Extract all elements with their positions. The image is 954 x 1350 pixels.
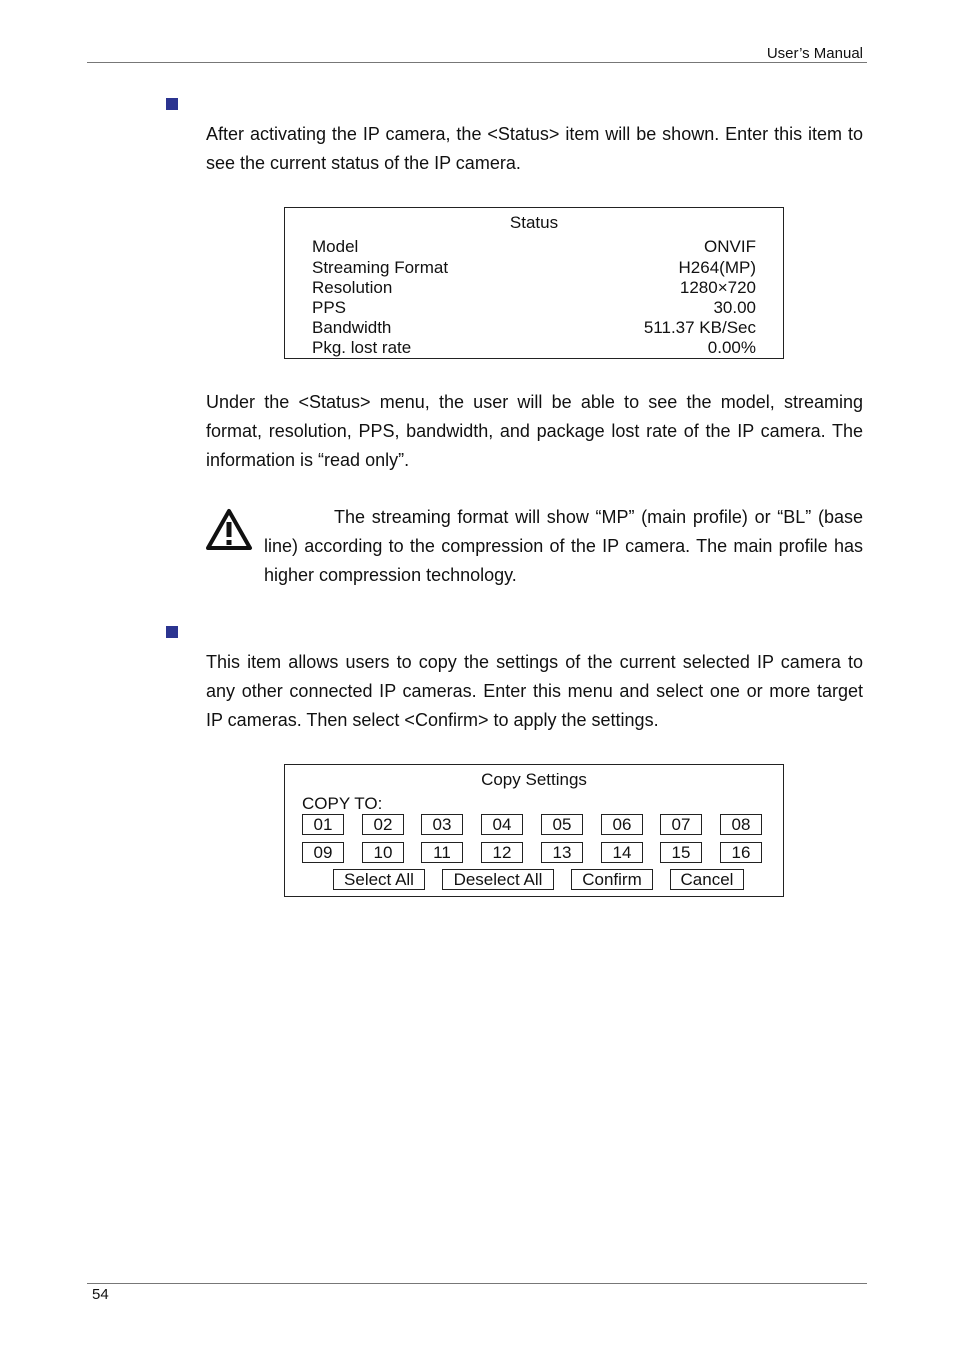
channel-checkbox-16[interactable]: 16 (720, 842, 762, 863)
status-row (312, 298, 756, 318)
status-label: Model (312, 237, 359, 256)
channel-checkbox-09[interactable]: 09 (302, 842, 344, 863)
status-value: H264(MP) (678, 258, 756, 277)
channel-checkbox-14[interactable]: 14 (601, 842, 643, 863)
status-value: 30.00 (713, 298, 756, 317)
status-label: Pkg. lost rate (312, 338, 412, 357)
status-label: PPS (312, 298, 347, 317)
status-label: Bandwidth (312, 318, 392, 337)
caution-note-text: The streaming format will show “MP” (main profile) or “BL” (base line) according to the compression of the IP camera. The main profile has higher compression technology. (264, 507, 863, 585)
status-label: Streaming Format (312, 258, 449, 277)
status-label: Resolution (312, 278, 393, 297)
status-description-paragraph: Under the <Status> menu, the user will be able to see the model, streaming format, resolution, PPS, bandwidth, and package lost rate of the IP camera. The information is “read only”. (206, 392, 863, 470)
copy-to-label: COPY TO: (302, 794, 383, 813)
channel-checkbox-01[interactable]: 01 (302, 814, 344, 835)
copy-intro-paragraph: This item allows users to copy the settings of the current selected IP camera to any other connected IP cameras. Enter this menu and select one or more target IP cameras. Then select <Confirm> to apply the settings. (206, 652, 863, 730)
deselect-all-button[interactable]: Deselect All (442, 869, 554, 890)
channel-checkbox-06[interactable]: 06 (601, 814, 643, 835)
status-value: 0.00% (707, 338, 756, 357)
header-divider (87, 62, 867, 63)
copy-panel-title: Copy Settings (481, 770, 587, 789)
section-bullet-icon (166, 626, 178, 638)
confirm-button[interactable]: Confirm (571, 869, 653, 890)
channel-checkbox-03[interactable]: 03 (421, 814, 463, 835)
header-title: User’s Manual (766, 45, 863, 62)
channel-checkbox-02[interactable]: 02 (362, 814, 404, 835)
status-row (312, 278, 756, 298)
status-value: 511.37 KB/Sec (643, 318, 756, 337)
page-number: 54 (92, 1286, 109, 1303)
status-value: ONVIF (704, 237, 756, 256)
channel-checkbox-13[interactable]: 13 (541, 842, 583, 863)
section-bullet-icon (166, 98, 178, 110)
status-intro-paragraph: After activating the IP camera, the <Status> item will be shown. Enter this item to see the current status of the IP camera. (206, 124, 863, 173)
copy-settings-panel (284, 764, 784, 897)
channel-checkbox-10[interactable]: 10 (362, 842, 404, 863)
channel-checkbox-15[interactable]: 15 (660, 842, 702, 863)
footer-divider (87, 1283, 867, 1284)
status-row (312, 338, 756, 358)
channel-checkbox-07[interactable]: 07 (660, 814, 702, 835)
status-row (312, 258, 756, 278)
status-panel-title: Status (509, 213, 559, 232)
cancel-button[interactable]: Cancel (670, 869, 744, 890)
status-row (312, 318, 756, 338)
status-value: 1280×720 (679, 278, 756, 297)
warning-triangle-icon (205, 508, 253, 552)
channel-checkbox-08[interactable]: 08 (720, 814, 762, 835)
channel-checkbox-05[interactable]: 05 (541, 814, 583, 835)
status-panel (284, 207, 784, 359)
channel-checkbox-04[interactable]: 04 (481, 814, 523, 835)
status-row (312, 237, 756, 257)
channel-checkbox-11[interactable]: 11 (421, 842, 463, 863)
select-all-button[interactable]: Select All (333, 869, 425, 890)
channel-checkbox-12[interactable]: 12 (481, 842, 523, 863)
